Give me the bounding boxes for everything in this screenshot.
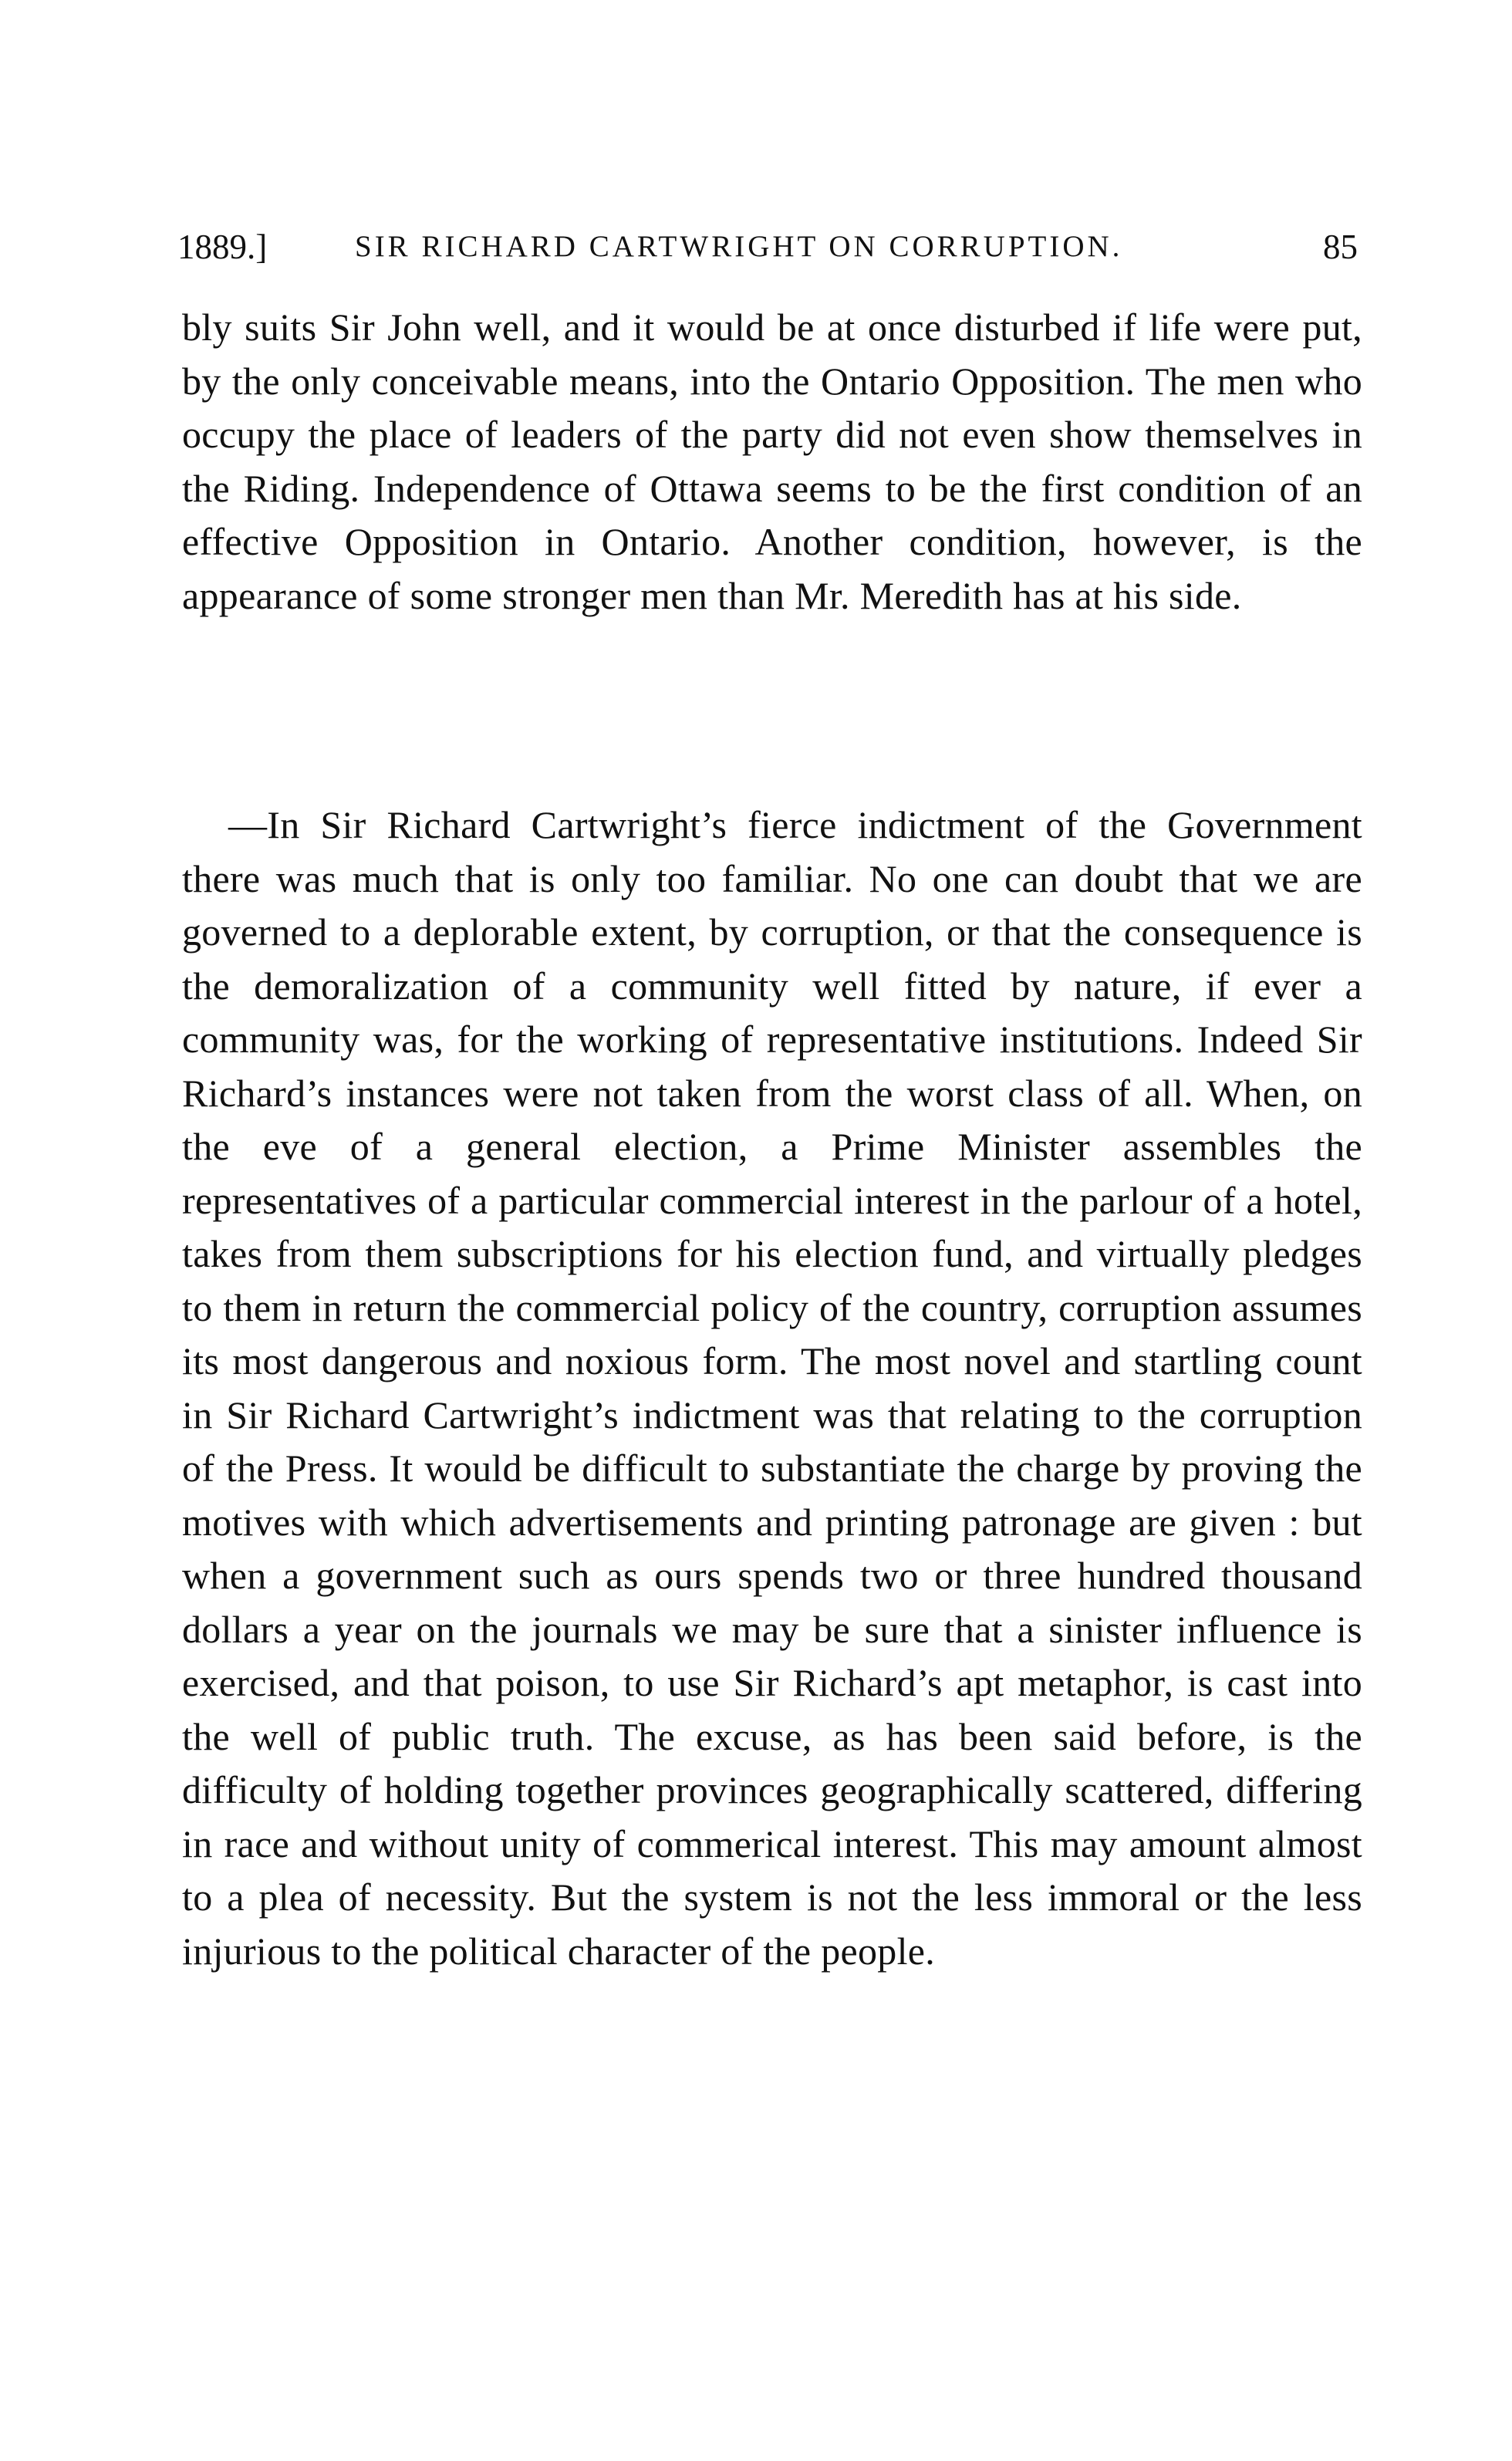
paragraph-1: bly suits Sir John well, and it would be at once disturbed if life were put, by the only conceivable means, into the Ontario Opposition. The men who occupy the place of leaders of the party did not even show themselves in the Riding. Independence of Ottawa seems to be the first condition of an effective Opposition in Ontario. Another condition, however, is the appearance of some stronger men than Mr. Meredith has at his side.	[182, 306, 1362, 617]
header-title: SIR RICHARD CARTWRIGHT ON CORRUPTION.	[355, 230, 1123, 263]
paragraph-2: —In Sir Richard Cartwright’s fierce indictment of the Government there was much that is only too familiar. No one can doubt that we are governed to a deplorable extent, by corruption, or that the consequence is the demoralization of a community well fitted by nature, if ever a community was, for the working of representative institutions. Indeed Sir Richard’s instances were not taken from the worst class of all. When, on the eve of a general election, a Prime Minister assembles the representatives of a particular commercial interest in the parlour of a hotel, takes from them subscriptions for his election fund, and virtually pledges to them in return the commercial policy of the country, corruption assumes its most dangerous and noxious form. The most novel and startling count in Sir Richard Cartwright’s indictment was that relating to the corruption of the Press. It would be difficult to substantiate the charge by proving the motives with which advertisements and printing patronage are given : but when a government such as ours spends two or three hundred thousand dollars a year on the journals we may be sure that a sinister influence is exercised, and that poison, to use Sir Richard’s apt metaphor, is cast into the well of public truth. The excuse, as has been said before, is the difficulty of holding together provinces geographically scattered, differing in race and without unity of commerical interest. This may amount almost to a plea of necessity. But the system is not the less immoral or the less injurious to the political character of the people.	[182, 803, 1362, 1973]
running-head	[177, 224, 1358, 270]
header-year: 1889.]	[177, 228, 268, 266]
page-number: 85	[1323, 228, 1358, 266]
